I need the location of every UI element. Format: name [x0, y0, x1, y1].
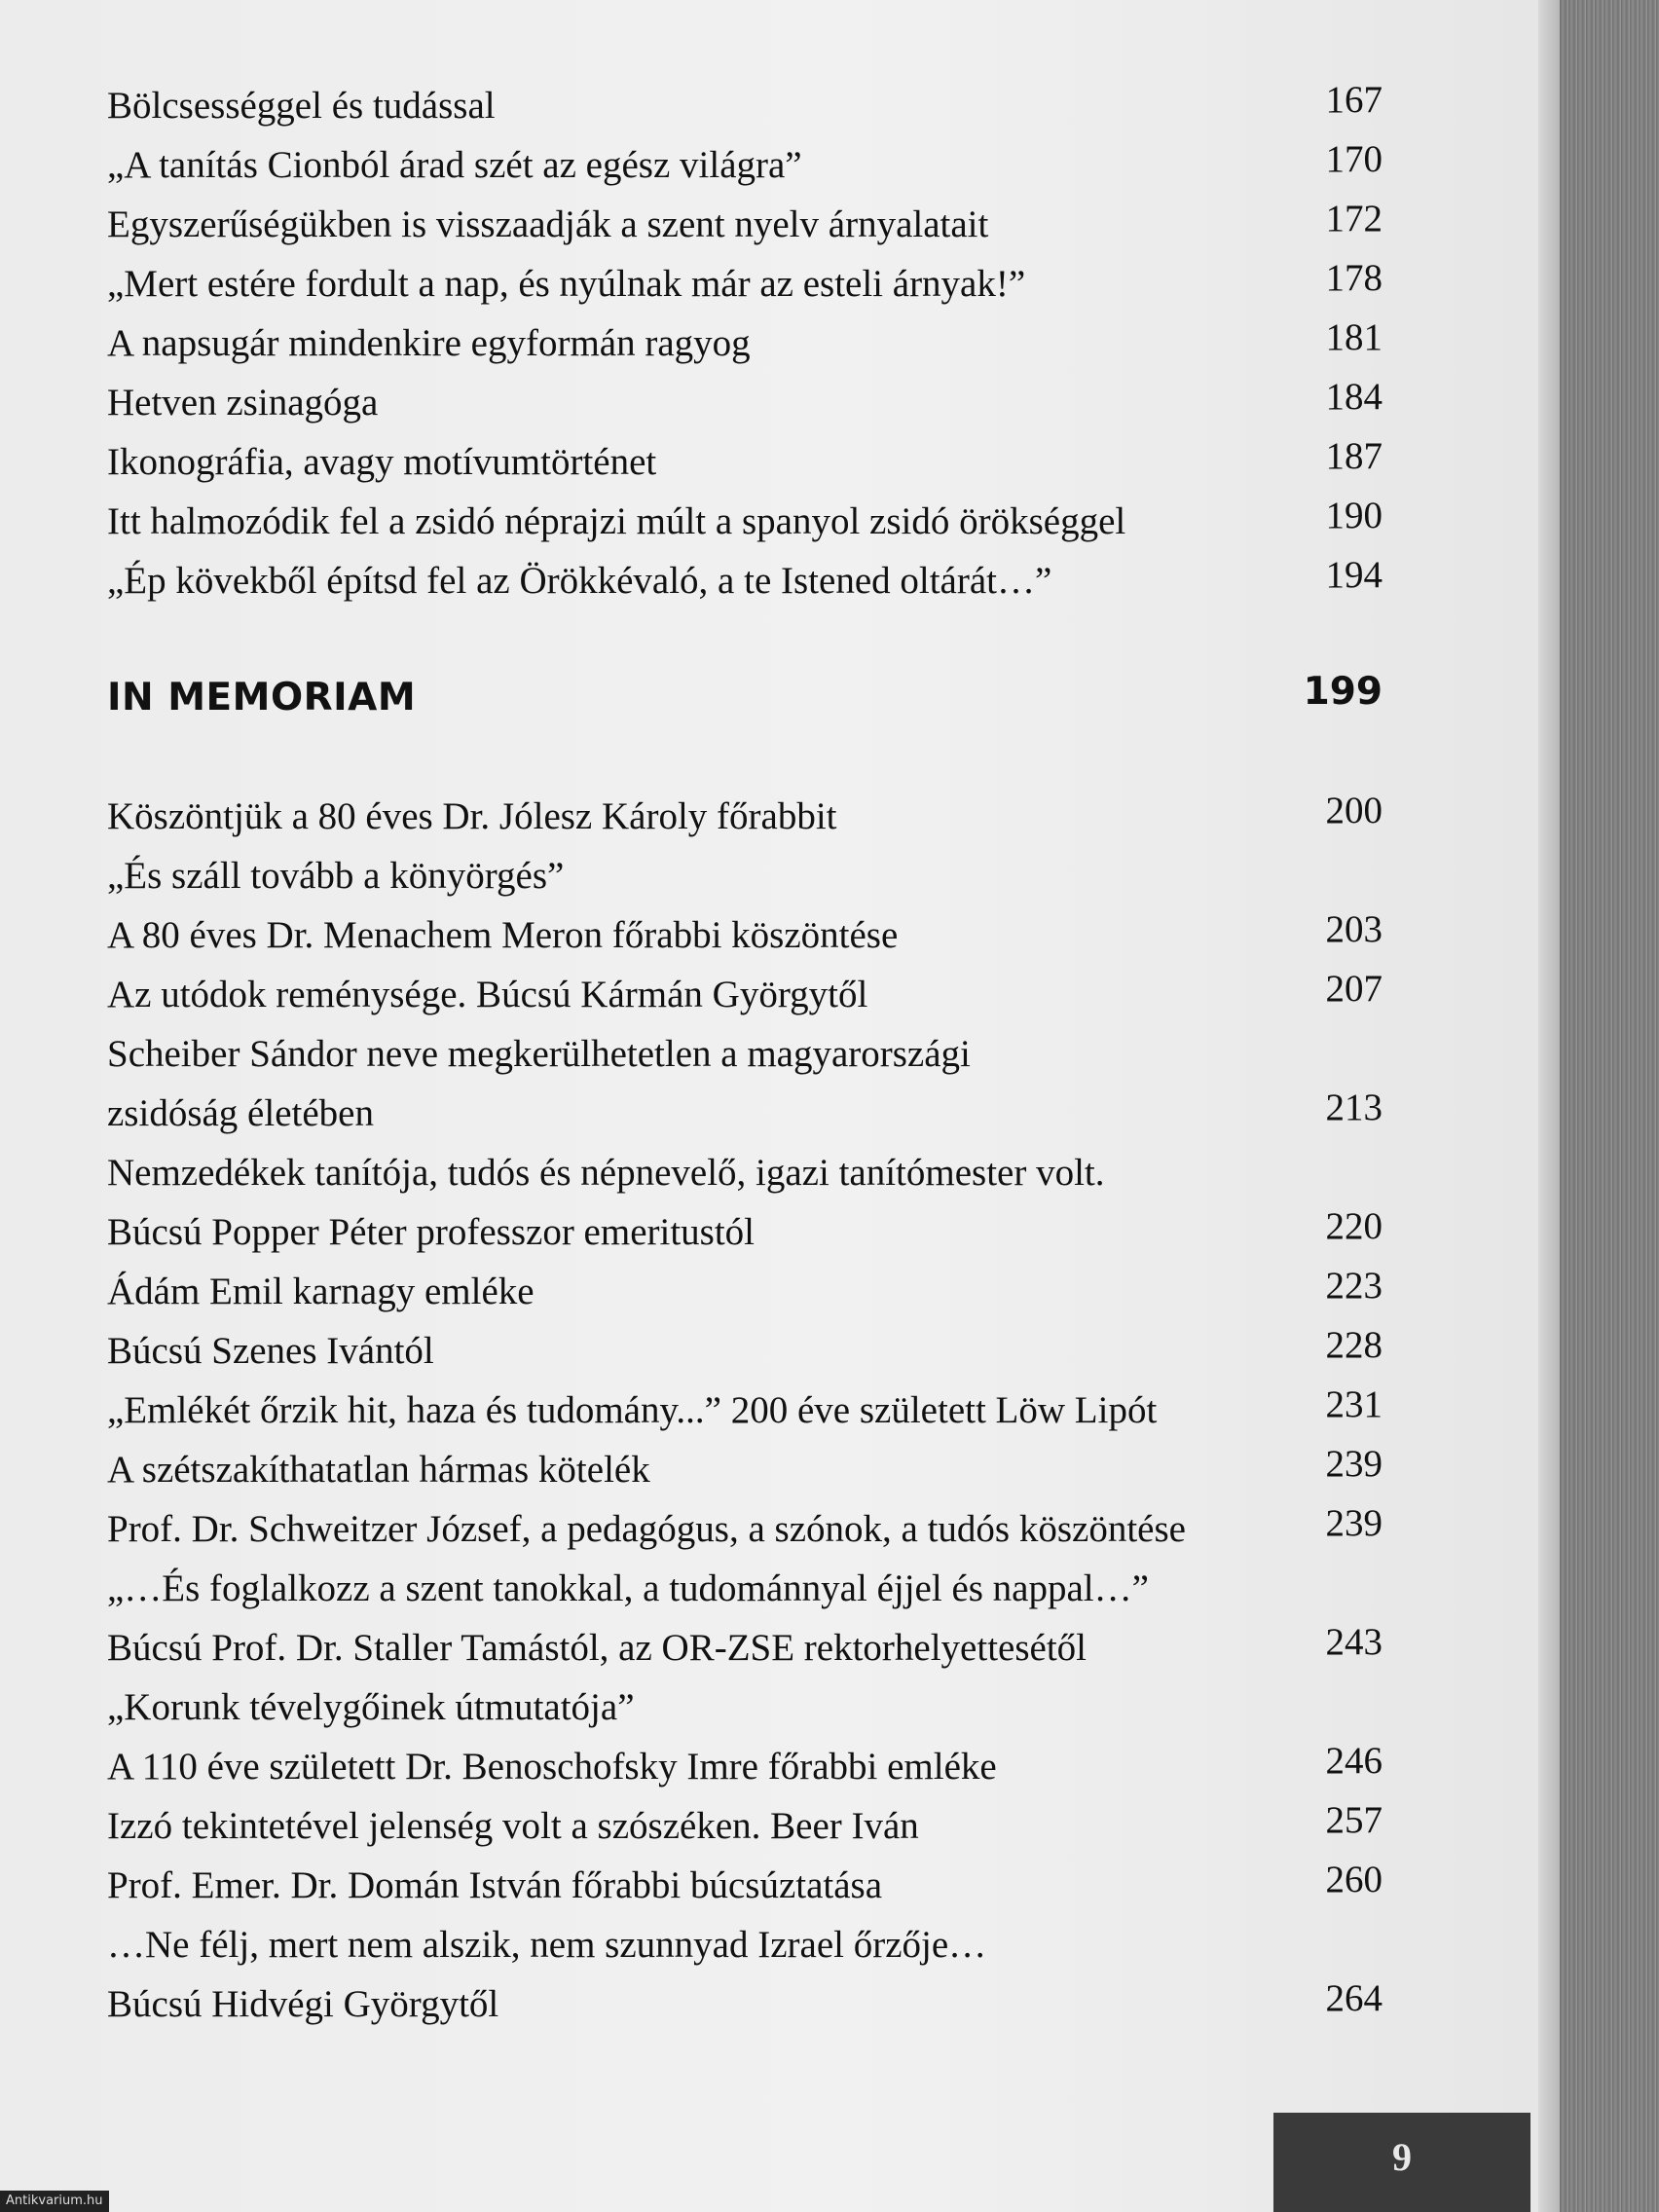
- toc-entry-title: „A tanítás Cionból árad szét az egész világra”: [107, 144, 802, 186]
- toc-entry-title: A 80 éves Dr. Menachem Meron főrabbi köszöntése: [107, 914, 899, 956]
- page-number: 9: [1392, 2135, 1412, 2179]
- toc-entry-title: …Ne félj, mert nem alszik, nem szunnyad Izrael őrzője…: [107, 1924, 987, 1966]
- toc-entry-page: 246: [1325, 1740, 1382, 1782]
- toc-entry-page: 178: [1325, 257, 1382, 299]
- section-heading: [107, 670, 1382, 734]
- toc-entry-title: Búcsú Prof. Dr. Staller Tamástól, az OR-ZSE rektorhelyettesétől: [107, 1627, 1088, 1669]
- toc-entry-page: 264: [1325, 1977, 1382, 2019]
- toc-entry-page: 181: [1325, 316, 1382, 358]
- toc-entry: [107, 1087, 1382, 1150]
- toc-entry-page: 223: [1325, 1265, 1382, 1307]
- toc-entry: [107, 376, 1382, 439]
- toc-entry-page: 260: [1325, 1859, 1382, 1900]
- section-title: IN MEMORIAM: [107, 676, 417, 719]
- toc-entry: [107, 316, 1382, 380]
- toc-entry-page: 207: [1325, 968, 1382, 1010]
- toc-entry-title: Bölcsességgel és tudással: [107, 85, 496, 127]
- toc-entry-title: Scheiber Sándor neve megkerülhetetlen a magyarországi: [107, 1033, 971, 1075]
- toc-entry: [107, 1799, 1382, 1862]
- toc-entry-page: 239: [1325, 1502, 1382, 1544]
- toc-entry: [107, 1151, 1382, 1209]
- page-gutter: [1538, 0, 1560, 2212]
- toc-entry-page: 203: [1325, 908, 1382, 950]
- toc-entry: [107, 198, 1382, 261]
- toc-entry: [107, 138, 1382, 202]
- toc-entry-title: Hetven zsinagóga: [107, 382, 379, 424]
- toc-entry-title: „Emlékét őrzik hit, haza és tudomány...” 200 éve született Löw Lipót: [107, 1389, 1158, 1431]
- toc-entry: [107, 1383, 1382, 1447]
- toc-entry: [107, 1205, 1382, 1269]
- toc-entry: [107, 257, 1382, 320]
- toc-entry-title: Izzó tekintetével jelenség volt a szószéken. Beer Iván: [107, 1805, 919, 1847]
- toc-entry-title: Búcsú Hidvégi Györgytől: [107, 1983, 499, 2025]
- toc-entry-title: Ikonográfia, avagy motívumtörténet: [107, 441, 657, 483]
- toc-entry: [107, 1324, 1382, 1387]
- toc-entry-page: 228: [1325, 1324, 1382, 1366]
- toc-entry: [107, 495, 1382, 558]
- toc-entry: [107, 1977, 1382, 2041]
- toc-entry: [107, 1265, 1382, 1328]
- toc-entry: [107, 1502, 1382, 1566]
- toc-entry-title: „…És foglalkozz a szent tanokkal, a tudománnyal éjjel és nappal…”: [107, 1567, 1149, 1609]
- toc-entry-page: 220: [1325, 1205, 1382, 1247]
- toc-entry: [107, 554, 1382, 617]
- toc-entry: [107, 1032, 1382, 1090]
- book-spine: [1560, 0, 1659, 2212]
- toc-entry-title: Búcsú Szenes Ivántól: [107, 1330, 434, 1372]
- toc-entry-page: 172: [1325, 198, 1382, 240]
- toc-entry-page: 184: [1325, 376, 1382, 418]
- toc-entry-page: 239: [1325, 1443, 1382, 1485]
- toc-entry: [107, 1443, 1382, 1506]
- toc-entry: [107, 1685, 1382, 1744]
- toc-entry-page: 187: [1325, 435, 1382, 477]
- toc-entry: [107, 1923, 1382, 1981]
- toc-entry: [107, 1859, 1382, 1922]
- toc-entry: [107, 1740, 1382, 1803]
- section-page: 199: [1303, 670, 1382, 714]
- watermark: Antikvarium.hu: [0, 2191, 109, 2212]
- toc-entry-title: A szétszakíthatatlan hármas kötelék: [107, 1449, 650, 1491]
- toc-entry-title: Prof. Emer. Dr. Domán István főrabbi búcsúztatása: [107, 1864, 883, 1906]
- toc-entry: [107, 1567, 1382, 1625]
- toc-entry: [107, 790, 1382, 853]
- toc-entry: [107, 854, 1382, 912]
- toc-entry-title: zsidóság életében: [107, 1092, 374, 1134]
- toc-entry-page: 167: [1325, 79, 1382, 121]
- toc-entry-page: 213: [1325, 1087, 1382, 1128]
- toc-entry: [107, 435, 1382, 498]
- toc-entry-title: Búcsú Popper Péter professzor emeritustól: [107, 1211, 756, 1253]
- toc-entry-page: 231: [1325, 1383, 1382, 1425]
- toc-entry-title: „Ép kövekből építsd fel az Örökkévaló, a te Istened oltárát…”: [107, 560, 1052, 602]
- toc-entry-title: A napsugár mindenkire egyformán ragyog: [107, 322, 751, 364]
- toc-entry-title: „Korunk tévelygőinek útmutatója”: [107, 1686, 635, 1728]
- toc-entry: [107, 79, 1382, 142]
- toc-entry-page: 170: [1325, 138, 1382, 180]
- toc-entry: [107, 968, 1382, 1031]
- toc-entry-title: Köszöntjük a 80 éves Dr. Jólesz Károly főrabbit: [107, 795, 837, 837]
- toc-entry-page: 190: [1325, 495, 1382, 536]
- toc-entry-page: 257: [1325, 1799, 1382, 1841]
- toc-entry-title: „És száll tovább a könyörgés”: [107, 855, 565, 897]
- toc-entry-title: Egyszerűségükben is visszaadják a szent nyelv árnyalatait: [107, 203, 989, 245]
- toc-entry-title: A 110 éve született Dr. Benoschofsky Imre főrabbi emléke: [107, 1746, 997, 1788]
- toc-entry-title: Ádám Emil karnagy emléke: [107, 1271, 535, 1312]
- toc-entry-page: 243: [1325, 1621, 1382, 1663]
- page-number-box: [1273, 2113, 1530, 2212]
- toc-entry-title: Az utódok reménysége. Búcsú Kármán Györgytől: [107, 974, 868, 1015]
- toc-entry-title: Itt halmozódik fel a zsidó néprajzi múlt a spanyol zsidó örökséggel: [107, 500, 1126, 542]
- toc-entry: [107, 908, 1382, 972]
- toc-entry-title: „Mert estére fordult a nap, és nyúlnak már az esteli árnyak!”: [107, 263, 1026, 305]
- toc-entry-title: Prof. Dr. Schweitzer József, a pedagógus, a szónok, a tudós köszöntése: [107, 1508, 1186, 1550]
- toc-entry-page: 200: [1325, 790, 1382, 831]
- toc-entry-title: Nemzedékek tanítója, tudós és népnevelő, igazi tanítómester volt.: [107, 1152, 1105, 1194]
- toc-entry: [107, 1621, 1382, 1684]
- toc-entry-page: 194: [1325, 554, 1382, 596]
